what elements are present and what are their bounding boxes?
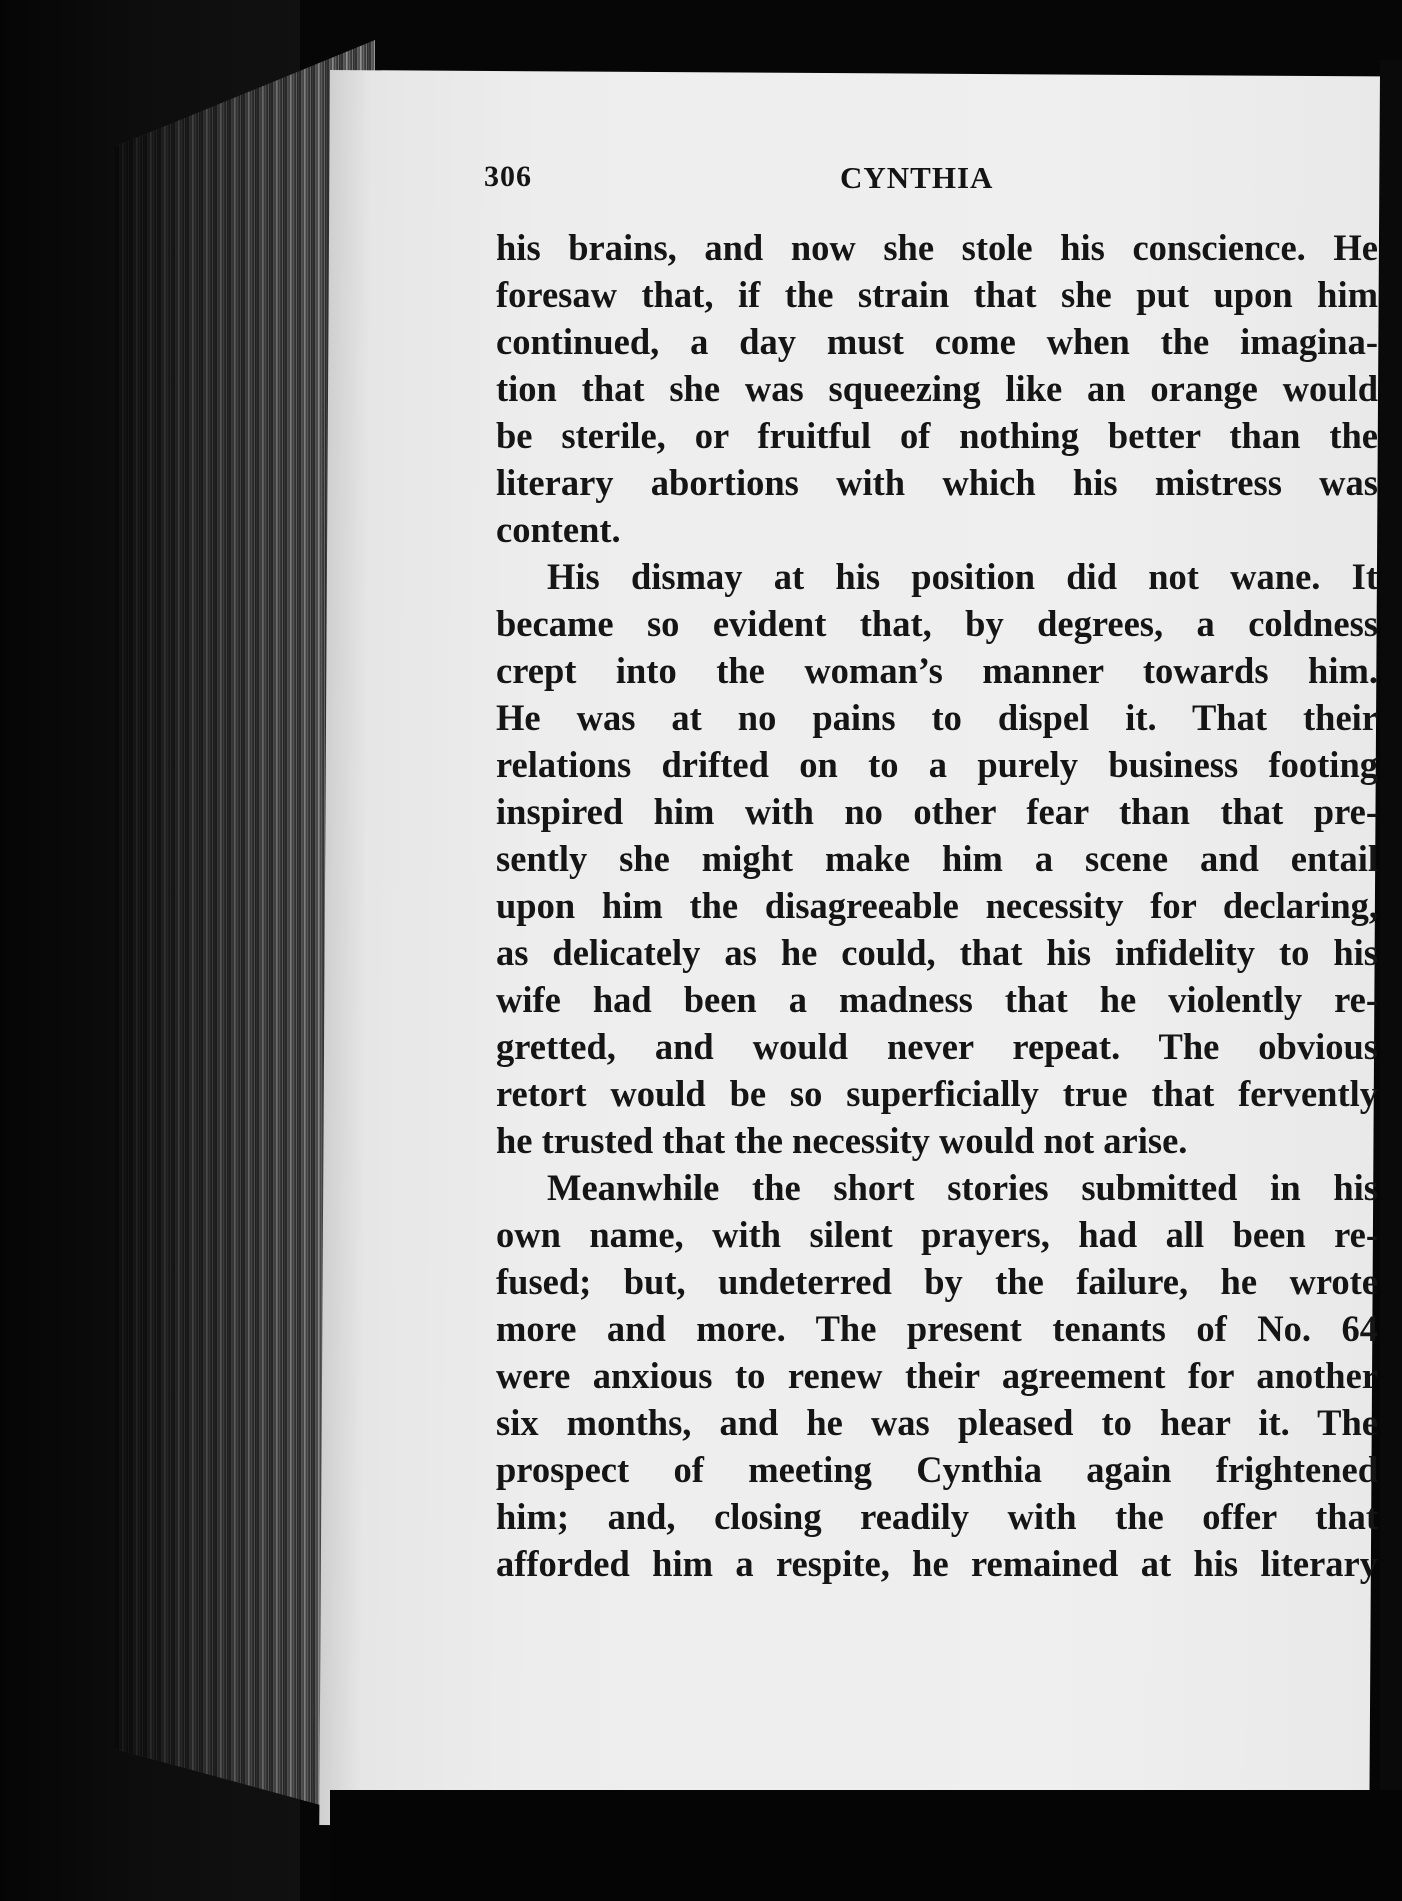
- text-line: prospect of meeting Cynthia again frightened: [496, 1449, 1378, 1490]
- text-line: sently she might make him a scene and entail: [496, 838, 1378, 879]
- bottom-background: [330, 1790, 1402, 1901]
- text-line: afforded him a respite, he remained at his literary: [496, 1543, 1378, 1584]
- body-text: [496, 224, 1378, 1587]
- text-line: he trusted that the necessity would not arise.: [496, 1120, 1188, 1161]
- text-line: He was at no pains to dispel it. That their: [496, 697, 1378, 738]
- text-line: became so evident that, by degrees, a coldness: [496, 603, 1378, 644]
- text-line: relations drifted on to a purely business footing: [496, 744, 1378, 785]
- text-line: own name, with silent prayers, had all been re-: [496, 1214, 1378, 1255]
- text-line: be sterile, or fruitful of nothing better than the: [496, 415, 1378, 456]
- page-number: 306: [484, 160, 532, 193]
- text-line: literary abortions with which his mistress was: [496, 462, 1378, 503]
- text-line: him; and, closing readily with the offer that: [496, 1496, 1378, 1537]
- text-line: content.: [496, 509, 621, 550]
- text-line: his brains, and now she stole his conscience. He: [496, 227, 1378, 268]
- text-line: inspired him with no other fear than that pre-: [496, 791, 1378, 832]
- text-line: wife had been a madness that he violently re-: [496, 979, 1378, 1020]
- text-line: tion that she was squeezing like an orange would: [496, 368, 1378, 409]
- right-background: [1380, 60, 1402, 1850]
- text-line: His dismay at his position did not wane. It: [547, 556, 1378, 597]
- text-line: more and more. The present tenants of No. 64: [496, 1308, 1378, 1349]
- running-head: CYNTHIA: [840, 160, 994, 195]
- text-line: gretted, and would never repeat. The obvious: [496, 1026, 1378, 1067]
- page-header: [484, 160, 1364, 200]
- text-line: upon him the disagreeable necessity for declaring,: [496, 885, 1378, 926]
- text-line: six months, and he was pleased to hear it. The: [496, 1402, 1378, 1443]
- text-line: foresaw that, if the strain that she put upon him: [496, 274, 1378, 315]
- text-line: as delicately as he could, that his infidelity to his: [496, 932, 1378, 973]
- text-line: Meanwhile the short stories submitted in his: [547, 1167, 1378, 1208]
- text-line: retort would be so superficially true that fervently: [496, 1073, 1378, 1114]
- text-line: were anxious to renew their agreement for another: [496, 1355, 1378, 1396]
- text-line: crept into the woman’s manner towards him.: [496, 650, 1378, 691]
- text-line: continued, a day must come when the imagina-: [496, 321, 1378, 362]
- text-line: fused; but, undeterred by the failure, he wrote: [496, 1261, 1378, 1302]
